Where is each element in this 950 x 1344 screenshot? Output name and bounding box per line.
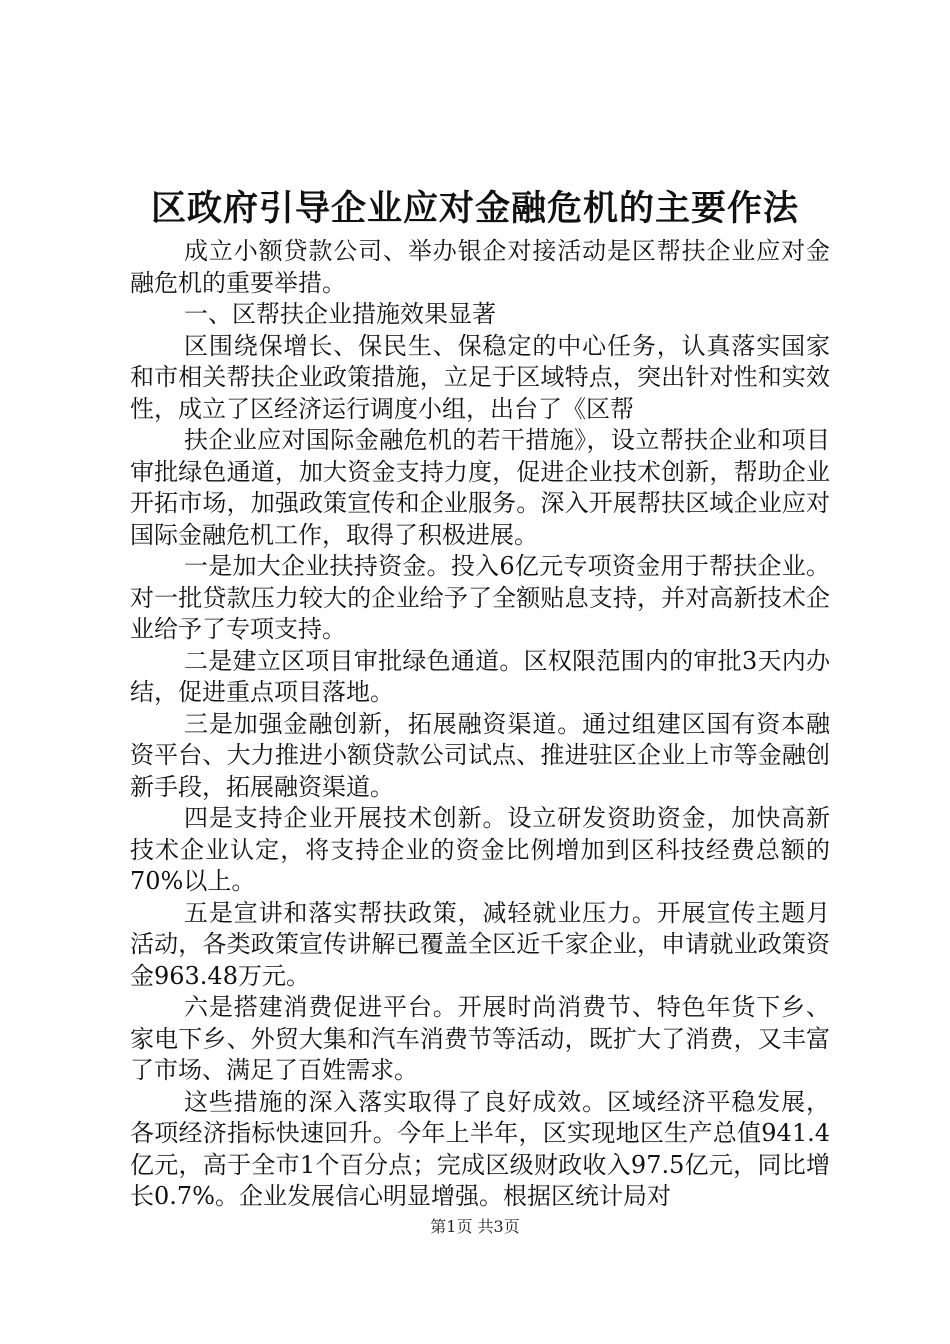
document-body [130,236,830,1213]
paragraph-intro: 成立小额贷款公司、举办银企对接活动是区帮扶企业应对金融危机的重要举措。 [130,237,830,297]
page-footer: 第1页 共3页 [430,1217,520,1236]
paragraph-measure-5: 五是宣讲和落实帮扶政策，减轻就业压力。开展宣传主题月活动，各类政策宣传讲解已覆盖全区近千家企业，申请就业政策资金963.48万元。 [130,898,830,990]
paragraph-measure-4: 四是支持企业开展技术创新。设立研发资助资金，加快高新技术企业认定，将支持企业的资金比例增加到区科技经费总额的70%以上。 [130,804,830,895]
document-title: 区政府引导企业应对金融危机的主要作法 [150,188,799,229]
paragraph-measure-3: 三是加强金融创新，拓展融资渠道。通过组建区国有资本融资平台、大力推进小额贷款公司试点、推进驻区企业上市等金融创新手段，拓展融资渠道。 [130,709,830,801]
paragraph-measure-6: 六是搭建消费促进平台。开展时尚消费节、特色年货下乡、家电下乡、外贸大集和汽车消费节等活动，既扩大了消费，又丰富了市场、满足了百姓需求。 [130,993,830,1084]
section-heading: 一、区帮扶企业措施效果显著 [184,300,496,328]
paragraph-measure-2: 二是建立区项目审批绿色通道。区权限范围内的审批3天内办结，促进重点项目落地。 [130,646,830,706]
paragraph-results: 这些措施的深入落实取得了良好成效。区域经济平稳发展，各项经济指标快速回升。今年上半年，区实现地区生产总值941.4亿元，高于全市1个百分点；完成区级财政收入97.5亿元，同比增长0.7%。企业发展信心明显增强。根据区统计局对 [130,1087,830,1210]
paragraph: 扶企业应对国际金融危机的若干措施》，设立帮扶企业和项目审批绿色通道，加大资金支持力度，促进企业技术创新，帮助企业开拓市场，加强政策宣传和企业服务。深入开展帮扶区域企业应对国际金融危机工作，取得了积极进展。 [130,426,830,549]
paragraph-measure-1: 一是加大企业扶持资金。投入6亿元专项资金用于帮扶企业。对一批贷款压力较大的企业给予了全额贴息支持，并对高新技术企业给予了专项支持。 [130,552,830,643]
paragraph: 区围绕保增长、保民生、保稳定的中心任务，认真落实国家和市相关帮扶企业政策措施，立足于区域特点，突出针对性和实效性，成立了区经济运行调度小组，出台了《区帮 [130,331,830,423]
